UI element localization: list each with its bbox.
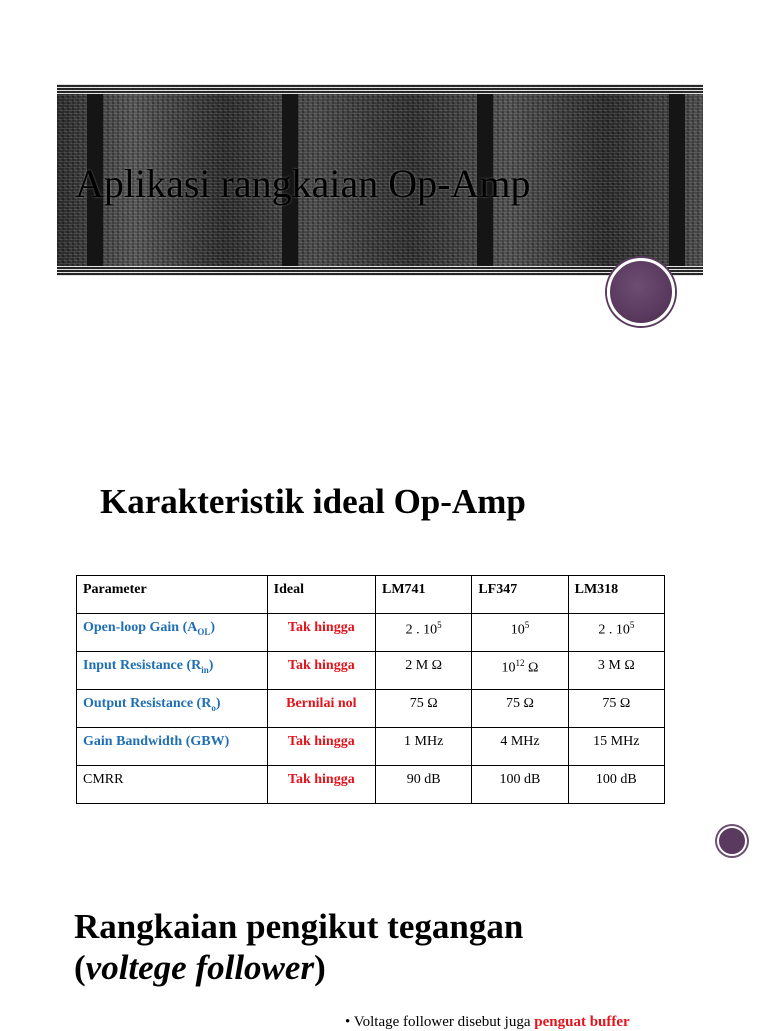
characteristics-heading: Karakteristik ideal Op-Amp (100, 482, 526, 521)
banner-top-edge (57, 84, 703, 94)
table-row (77, 766, 665, 804)
param-cell: Output Resistance $(R_o)$ (77, 690, 268, 728)
value-cell: 2 M Ω (376, 652, 472, 690)
value-cell: 100 dB (568, 766, 664, 804)
ideal-cell: Tak hingga (267, 614, 375, 652)
header-cell: LM318 (568, 576, 664, 614)
value-cell: 15 MHz (568, 728, 664, 766)
opamp-characteristics-table (76, 575, 665, 804)
value-cell: 4 MHz (472, 728, 568, 766)
voltage-follower-heading: Rangkaian pengikut tegangan (voltege follower) (74, 907, 524, 987)
value-cell: 2 . $10^5$ (376, 614, 472, 652)
header-cell: LM741 (376, 576, 472, 614)
value-cell: 75 Ω (568, 690, 664, 728)
value-cell: $10^5$ (472, 614, 568, 652)
header-cell: Parameter (77, 576, 268, 614)
decorative-circle-large (607, 258, 675, 326)
table-row (77, 728, 665, 766)
bullet-text-cutoff: • Voltage follower disebut juga penguat buffer (345, 1014, 630, 1030)
table-row (77, 690, 665, 728)
slide-title: Aplikasi rangkaian Op-Amp (75, 161, 531, 206)
header-cell: LF347 (472, 576, 568, 614)
param-cell: Open-loop Gain $(A_{OL})$ (77, 614, 268, 652)
heading-line1: Rangkaian pengikut tegangan (74, 907, 524, 946)
ideal-cell: Tak hingga (267, 766, 375, 804)
table-row (77, 614, 665, 652)
value-cell: 2 . $10^5$ (568, 614, 664, 652)
decorative-circle-small (717, 826, 747, 856)
param-cell: Input Resistance $(R_{in})$ (77, 652, 268, 690)
table-header-row (77, 576, 665, 614)
value-cell: 1 MHz (376, 728, 472, 766)
value-cell: $10^{12}$ Ω (472, 652, 568, 690)
value-cell: 75 Ω (376, 690, 472, 728)
value-cell: 100 dB (472, 766, 568, 804)
header-cell: Ideal (267, 576, 375, 614)
param-cell: CMRR (77, 766, 268, 804)
value-cell: 75 Ω (472, 690, 568, 728)
banner-bottom-edge (57, 266, 703, 276)
banner-stripe (669, 94, 685, 266)
param-cell: Gain Bandwidth (GBW) (77, 728, 268, 766)
ideal-cell: Tak hingga (267, 728, 375, 766)
value-cell: 90 dB (376, 766, 472, 804)
value-cell: 3 M Ω (568, 652, 664, 690)
table-row (77, 652, 665, 690)
ideal-cell: Bernilai nol (267, 690, 375, 728)
heading-italic-term: voltege follower (85, 948, 315, 987)
ideal-cell: Tak hingga (267, 652, 375, 690)
